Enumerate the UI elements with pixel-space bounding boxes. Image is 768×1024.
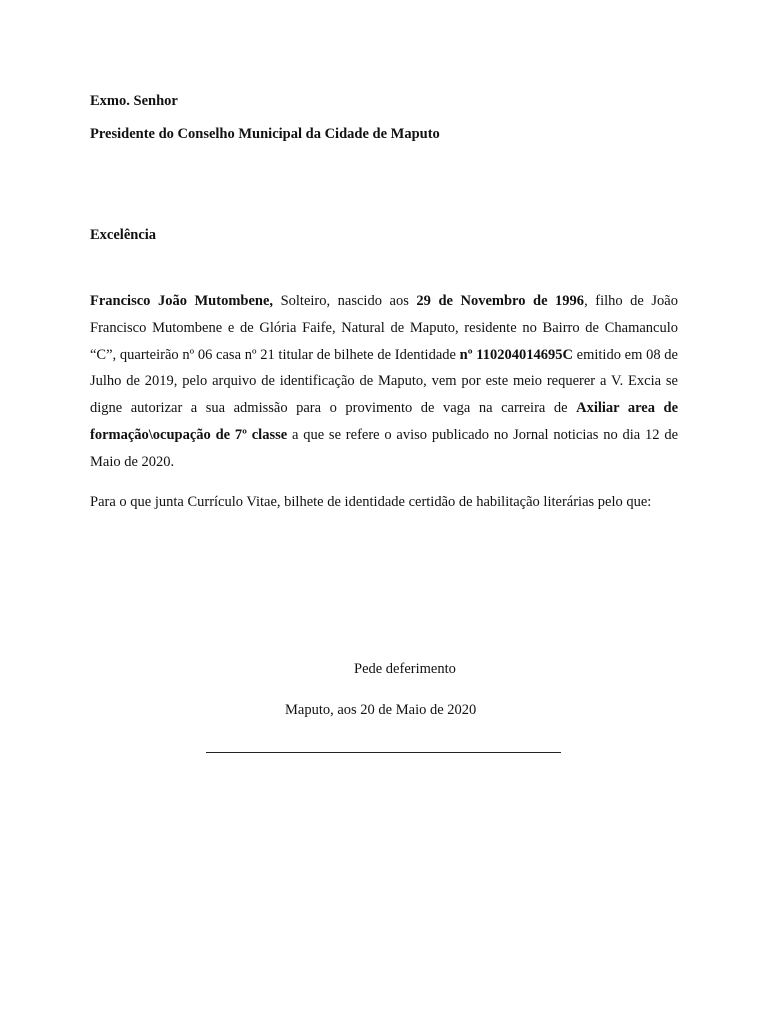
body-text-3: emitido em 08 de Julho de 2019, pelo arquivo de identificação de Maputo, vem por este meio requerer a V. Excia se digne autorizar a sua admissão para o provimento de vaga na carreira de [90,346,678,417]
attachments-paragraph: Para o que junta Currículo Vitae, bilhete de identidade certidão de habilitação literárias pelo que: [90,494,652,510]
body-text-4: a que se refere o aviso publicado no Jornal noticias no dia 12 de Maio de 2020. [90,426,679,470]
salutation-recipient: Presidente do Conselho Municipal da Cidade de Maputo [90,126,440,142]
position-title: Axiliar area de formação\ocupação de 7º classe [90,400,679,443]
body-text-1: Solteiro, nascido aos [273,293,417,309]
salutation-title: Exmo. Senhor [90,93,178,109]
greeting: Excelência [90,227,157,243]
applicant-name: Francisco João Mutombene, [90,293,274,309]
place-date: Maputo, aos 20 de Maio de 2020 [285,702,477,718]
signature-line [206,752,561,753]
id-number: nº 110204014695C [459,346,573,363]
birth-date: 29 de Novembro de 1996 [416,293,585,309]
closing: Pede deferimento [354,661,456,677]
body-paragraph [90,288,678,476]
body-text-2: , filho de João Francisco Mutombene e de Glória Faife, Natural de Maputo, residente no Bairro de Chamanculo “C”, quarteirão nº 06 casa nº 21 titular de bilhete de Identidade [90,293,678,363]
